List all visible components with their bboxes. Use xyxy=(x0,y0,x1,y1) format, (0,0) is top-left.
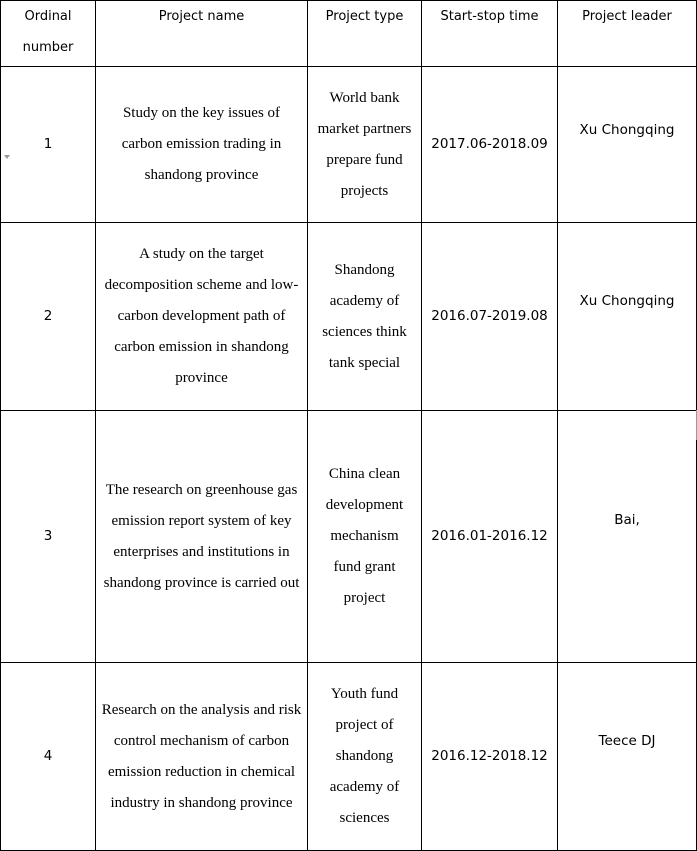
table-row xyxy=(1,223,697,411)
ordinal-cell: 3 xyxy=(1,411,96,663)
project-type-cell: China clean development mechanism fund grant project xyxy=(308,411,422,663)
header-project-type: Project type xyxy=(308,1,422,67)
project-leader-cell: Xu Chongqing xyxy=(558,67,697,223)
start-stop-time-cell: 2017.06-2018.09 xyxy=(422,67,558,223)
project-name-cell: The research on greenhouse gas emission report system of key enterprises and institutions in shandong province is carried out xyxy=(96,411,308,663)
start-stop-time-cell: 2016.12-2018.12 xyxy=(422,663,558,851)
project-type-cell: Youth fund project of shandong academy of sciences xyxy=(308,663,422,851)
project-name-cell: Study on the key issues of carbon emission trading in shandong province xyxy=(96,67,308,223)
header-project-leader: Project leader xyxy=(558,1,697,67)
header-start-stop-time: Start-stop time xyxy=(422,1,558,67)
start-stop-time-cell: 2016.07-2019.08 xyxy=(422,223,558,411)
table-row xyxy=(1,67,697,223)
header-ordinal-number: Ordinal number xyxy=(1,1,96,67)
project-name-cell: Research on the analysis and risk control mechanism of carbon emission reduction in chemical industry in shandong province xyxy=(96,663,308,851)
project-leader-cell: Bai, xyxy=(558,411,697,663)
header-project-name: Project name xyxy=(96,1,308,67)
ordinal-cell: 4 xyxy=(1,663,96,851)
project-type-cell: World bank market partners prepare fund projects xyxy=(308,67,422,223)
table-row xyxy=(1,411,697,663)
start-stop-time-cell: 2016.01-2016.12 xyxy=(422,411,558,663)
table-row xyxy=(1,663,697,851)
project-name-cell: A study on the target decomposition scheme and low-carbon development path of carbon emission in shandong province xyxy=(96,223,308,411)
dropdown-marker-icon xyxy=(4,155,10,159)
project-leader-cell: Xu Chongqing xyxy=(558,223,697,411)
ordinal-cell: 2 xyxy=(1,223,96,411)
project-leader-cell: Teece DJ xyxy=(558,663,697,851)
project-type-cell: Shandong academy of sciences think tank special xyxy=(308,223,422,411)
table-header-row xyxy=(1,1,697,67)
ordinal-cell: 1 xyxy=(1,67,96,223)
